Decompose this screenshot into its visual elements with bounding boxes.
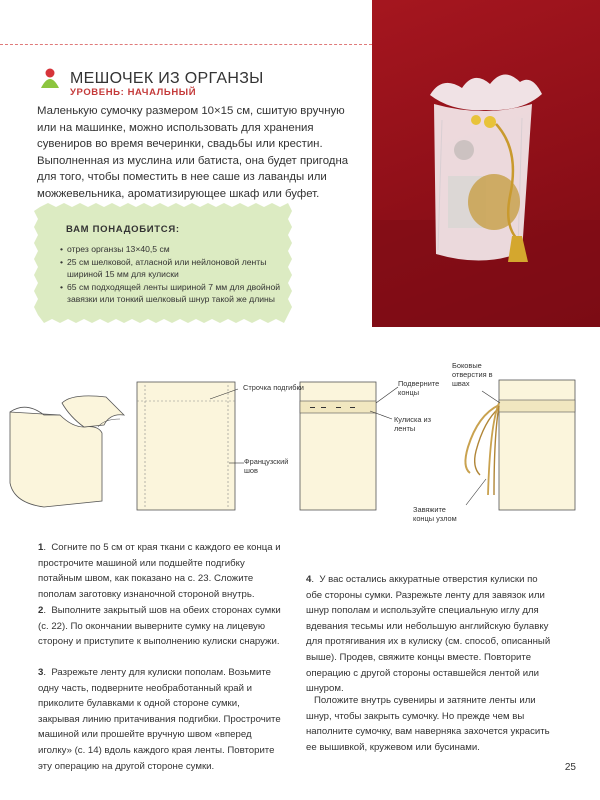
level-badge-icon — [38, 66, 62, 90]
diagram-drawings — [0, 355, 600, 535]
step-3: 3. Разрежьте ленту для кулиски пополам. Возьмите одну часть, подверните необработанный край и приколите булавками к одной стороне сумки, закрывая линию притачивания подгибки. Прострочите машиной или прошейте вручную швом «вперед иголку» (с. 14) вдоль каждого края ленты. Повторите эту операцию на другой стороне сумки. — [38, 667, 281, 772]
materials-item: • 65 см подходящей ленты шириной 7 мм для двойной завязки или тонкий шелковый шнур такой же длины — [60, 281, 290, 306]
step-1: 1. Согните по 5 см от края ткани с каждого ее конца и прострочите машиной или подшейте подгибку потайным швом, как показано на с. 23. Сложите пополам заготовку изнаночной стороной внутрь. — [38, 542, 281, 600]
step-text: У вас остались аккуратные отверстия кулиски по обе стороны сумки. Разрежьте ленту для завязок или шнур пополам и используйте специальную иглу для вдевания тесьмы или небольшую английскую булавку для протягивания их в кулиску (см. способ, описанный выше). Продев, свяжите концы вместе. Повторите операцию с другой стороны оставшейся лентой или шнуром. — [306, 574, 551, 695]
casing-diagram — [300, 382, 398, 510]
materials-item: • 25 см шелковой, атласной или нейлоновой ленты шириной 15 мм для кулиски — [60, 256, 290, 281]
bag-illustration — [372, 0, 600, 327]
step-diagrams — [0, 355, 600, 535]
closing-paragraph: Положите внутрь сувениры и затяните ленты или шнур, чтобы закрыть сумочку. Но прежде чем вы наполните сумочку, вам наверняка захочется украсить ее вышивкой, кружевом или бусинами. — [306, 695, 550, 753]
step-text: Разрежьте ленту для кулиски пополам. Возьмите одну часть, подверните необработанный край и приколите булавками к одной стороне сумки, закрывая линию притачивания подгибки. Прострочите машиной или прошейте вручную швом «вперед иголку» (с. 14) вдоль каждого края ленты. Повторите эту операцию на другой стороне сумки. — [38, 667, 281, 772]
step-text: Выполните закрытый шов на обеих сторонах сумки (с. 22). По окончании выверните сумку на лицевую сторону и приступите к выполнению кулиски снаружи. — [38, 605, 281, 648]
label-fold-ends: Подверните концы — [398, 379, 440, 397]
step-2: 2. Выполните закрытый шов на обеих сторонах сумки (с. 22). По окончании выверните сумку на лицевую сторону и приступите к выполнению кулиски снаружи. — [38, 605, 281, 648]
intro-paragraph: Маленькую сумочку размером 10×15 см, сшитую вручную или на машинке, можно использовать для хранения сувениров во время вечеринки, свадьбы или крестин. Выполненная из муслина или батиста, она будет пригодна для того, чтобы поместить в нее саше из лаванды или можжевельника, ароматизирующее шкаф или буфет. — [37, 105, 349, 200]
step-number: 3 — [38, 667, 44, 678]
folded-fabric-diagram — [10, 396, 124, 507]
materials-item: • отрез органзы 13×40,5 см — [60, 243, 290, 256]
drawstring-diagram — [465, 380, 575, 510]
materials-list — [60, 243, 290, 306]
difficulty-level: УРОВЕНЬ: НАЧАЛЬНЫЙ — [70, 87, 197, 98]
page-title: МЕШОЧЕК ИЗ ОРГАНЗЫ — [70, 70, 264, 87]
hem-seam-diagram — [137, 382, 244, 510]
organza-bag-photo — [372, 0, 600, 327]
label-tie-knot: Завяжите концы узлом — [413, 505, 457, 523]
label-hem-stitch: Строчка подгибки — [243, 383, 304, 392]
step-text: Согните по 5 см от края ткани с каждого ее конца и прострочите машиной или подшейте подгибку потайным швом, как показано на с. 23. Сложите пополам заготовку изнаночной стороной внутрь. — [38, 542, 281, 600]
label-ribbon-casing: Кулиска из ленты — [394, 415, 432, 433]
step-number: 2 — [38, 605, 44, 616]
materials-title: ВАМ ПОНАДОБИТСЯ: — [66, 224, 180, 235]
header-dashed-rule — [0, 44, 372, 45]
step-4: 4. У вас остались аккуратные отверстия кулиски по обе стороны сумки. Разрежьте ленту для завязок или шнур пополам и используйте специальную иглу для вдевания тесьмы или небольшую английскую булавку для протягивания их в кулиску (см. способ, описанный выше). Продев, свяжите концы вместе. Повторите операцию с другой стороны оставшейся лентой или шнуром. — [306, 574, 551, 695]
step-number: 1 — [38, 542, 44, 553]
page-number: 25 — [564, 762, 576, 773]
label-side-openings: Боковые отверстия в швах — [452, 361, 493, 388]
label-french-seam: Французский шов — [244, 457, 289, 475]
step-number: 4 — [306, 574, 312, 585]
